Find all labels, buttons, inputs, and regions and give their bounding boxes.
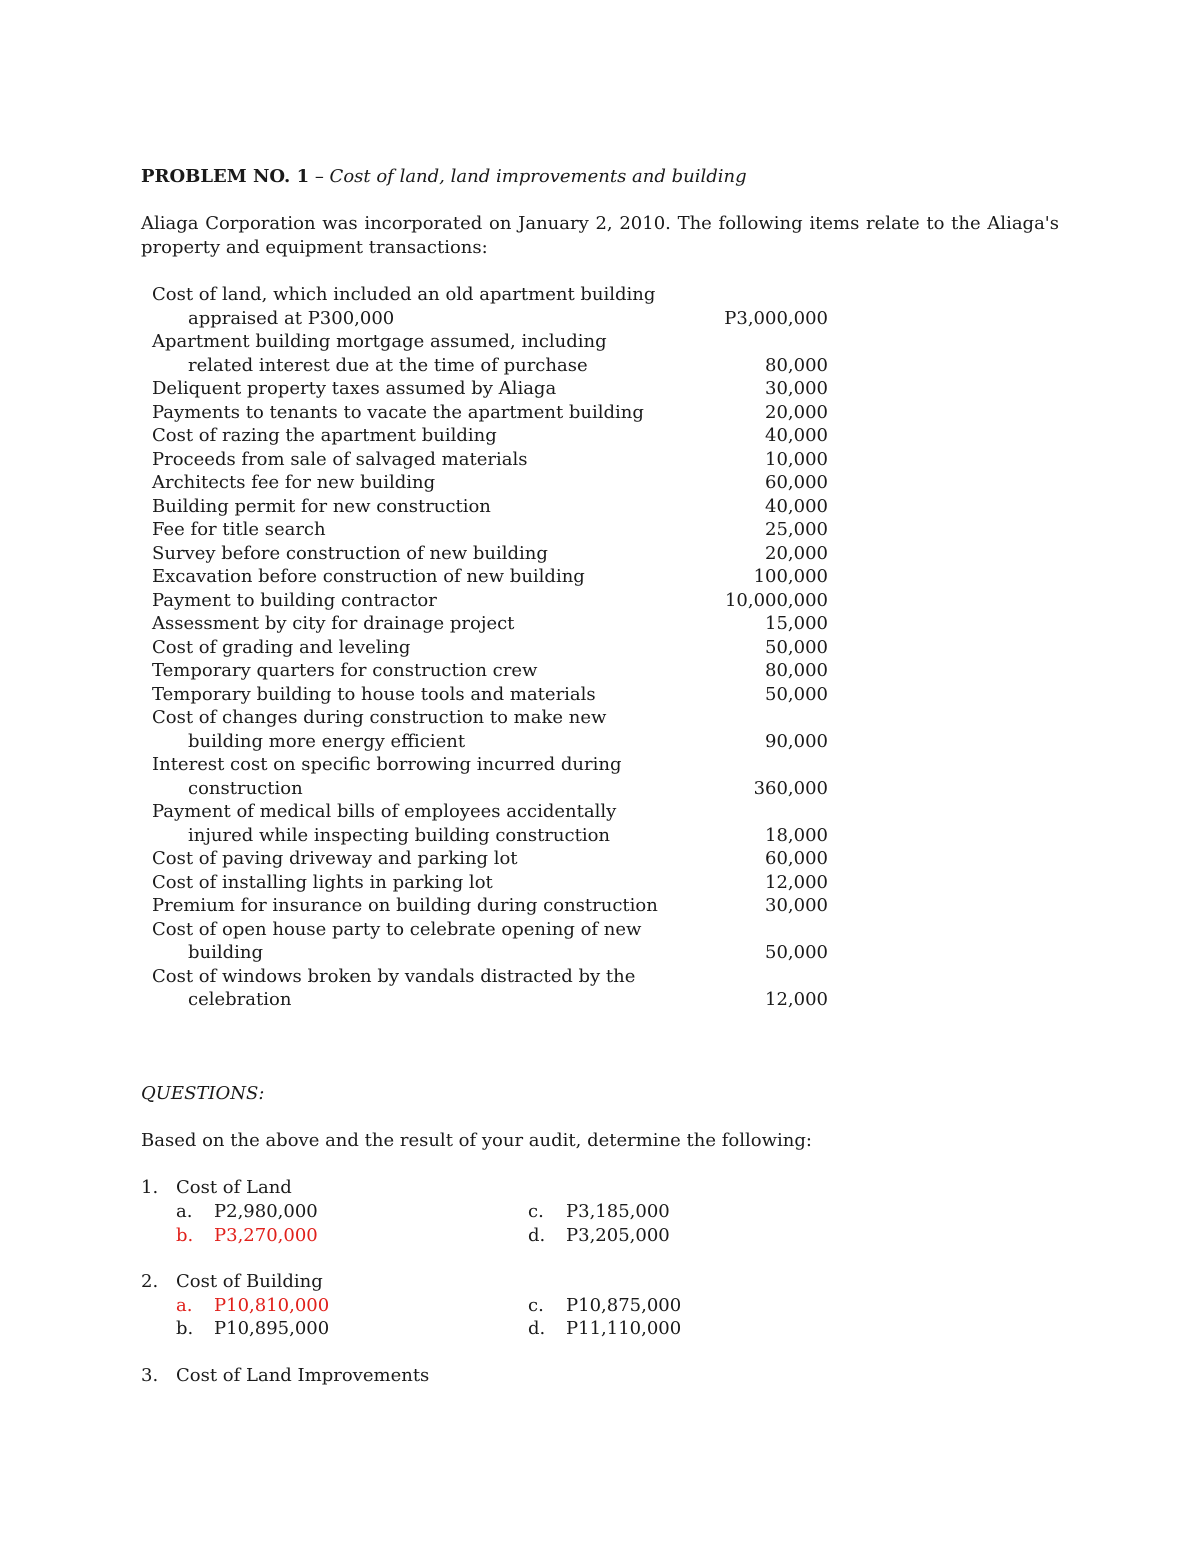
transaction-row (152, 871, 828, 895)
transaction-row-continued (152, 307, 828, 331)
option-d: d. P3,205,000 (528, 1225, 670, 1246)
transaction-row-continued (152, 941, 828, 965)
question-number: 3. (141, 1365, 159, 1386)
transaction-description: Cost of open house party to celebrate opening of new (152, 918, 642, 940)
transaction-row-continued (152, 988, 828, 1012)
transaction-amount: 30,000 (765, 378, 828, 399)
transaction-row-continued (152, 354, 828, 378)
transaction-amount: 90,000 (765, 730, 828, 752)
transaction-description-continued: construction (188, 777, 303, 799)
transaction-description: Excavation before construction of new building (152, 566, 585, 587)
transaction-row-continued (152, 730, 828, 754)
question-number: 2. (141, 1271, 159, 1292)
transaction-amount: 10,000 (765, 448, 828, 470)
transaction-row (152, 330, 828, 354)
transaction-amount: 10,000,000 (724, 589, 828, 611)
transaction-list (152, 283, 828, 1012)
transaction-row (152, 589, 828, 613)
transaction-description: Cost of windows broken by vandals distracted by the (152, 965, 636, 987)
transaction-description: Temporary building to house tools and materials (152, 683, 596, 705)
transaction-description-continued: related interest due at the time of purchase (188, 354, 588, 376)
transaction-description: Premium for insurance on building during construction (152, 895, 658, 916)
transaction-row (152, 471, 828, 495)
option-d: d. P11,110,000 (528, 1318, 682, 1339)
transaction-row (152, 283, 828, 307)
transaction-row (152, 377, 828, 401)
transaction-row (152, 894, 828, 918)
transaction-amount: 50,000 (765, 683, 828, 705)
transaction-row (152, 565, 828, 589)
transaction-amount: 40,000 (765, 425, 828, 446)
transaction-amount: 30,000 (765, 895, 828, 916)
transaction-description-continued: building (188, 942, 264, 963)
transaction-description: Interest cost on specific borrowing incurred during (152, 754, 622, 775)
transaction-amount: 60,000 (765, 848, 828, 869)
transaction-description-continued: injured while inspecting building construction (188, 824, 611, 846)
transaction-amount: 50,000 (765, 942, 828, 963)
transaction-row (152, 965, 828, 989)
transaction-amount: 20,000 (765, 401, 828, 423)
transaction-description: Building permit for new construction (152, 495, 491, 517)
transaction-description: Deliquent property taxes assumed by Aliaga (152, 378, 557, 399)
question-text: Cost of Land (176, 1177, 292, 1198)
transaction-amount: 50,000 (765, 636, 828, 658)
transaction-row (152, 847, 828, 871)
questions-heading: QUESTIONS: (141, 1083, 265, 1104)
transaction-description: Assessment by city for drainage project (152, 613, 515, 634)
transaction-row (152, 706, 828, 730)
option-c: c. P3,185,000 (528, 1201, 670, 1222)
option-b: b. P3,270,000 (176, 1225, 318, 1246)
transaction-description: Cost of land, which included an old apartment building (152, 284, 656, 305)
transaction-description: Cost of changes during construction to make new (152, 707, 607, 728)
transaction-description: Payment to building contractor (152, 589, 437, 611)
transaction-row (152, 659, 828, 683)
transaction-row (152, 753, 828, 777)
transaction-amount: 40,000 (765, 495, 828, 517)
transaction-amount: 20,000 (765, 542, 828, 564)
transaction-row (152, 518, 828, 542)
transaction-description: Proceeds from sale of salvaged materials (152, 448, 528, 470)
transaction-description: Cost of razing the apartment building (152, 425, 497, 446)
transaction-row (152, 448, 828, 472)
option-a: a. P10,810,000 (176, 1295, 330, 1316)
transaction-description: Apartment building mortgage assumed, including (152, 331, 607, 352)
problem-topic: Cost of land, land improvements and building (329, 166, 747, 187)
transaction-row (152, 683, 828, 707)
transaction-amount: 60,000 (765, 472, 828, 493)
transaction-description: Cost of installing lights in parking lot (152, 871, 493, 893)
transaction-description: Fee for title search (152, 519, 326, 540)
option-a: a. P2,980,000 (176, 1201, 318, 1222)
transaction-amount: 100,000 (753, 566, 828, 587)
transaction-amount: 12,000 (765, 989, 828, 1010)
problem-number: PROBLEM NO. 1 (141, 166, 310, 187)
transaction-row (152, 918, 828, 942)
transaction-row (152, 401, 828, 425)
questions-intro: Based on the above and the result of your audit, determine the following: (141, 1130, 812, 1151)
option-b: b. P10,895,000 (176, 1318, 330, 1339)
question-text: Cost of Building (176, 1271, 323, 1292)
question-2 (141, 1271, 841, 1351)
transaction-row (152, 636, 828, 660)
transaction-description-continued: celebration (188, 989, 292, 1010)
transaction-row-continued (152, 777, 828, 801)
transaction-amount: 80,000 (765, 660, 828, 681)
problem-intro: Aliaga Corporation was incorporated on January 2, 2010. The following items relate to the Aliaga's property and equipment transactions: (141, 213, 1059, 258)
transaction-description: Survey before construction of new building (152, 542, 548, 564)
transaction-row-continued (152, 824, 828, 848)
transaction-row (152, 542, 828, 566)
option-c: c. P10,875,000 (528, 1295, 682, 1316)
question-text: Cost of Land Improvements (176, 1365, 430, 1386)
problem-title (141, 166, 747, 187)
transaction-amount: 12,000 (765, 871, 828, 893)
transaction-description: Payments to tenants to vacate the apartment building (152, 401, 644, 423)
question-1 (141, 1177, 841, 1257)
transaction-row (152, 612, 828, 636)
transaction-amount: 360,000 (753, 777, 828, 799)
transaction-description-continued: appraised at P300,000 (188, 307, 395, 329)
question-number: 1. (141, 1177, 159, 1198)
transaction-description: Cost of grading and leveling (152, 636, 411, 658)
transaction-amount: P3,000,000 (724, 307, 828, 329)
title-dash: – (309, 166, 330, 187)
transaction-description: Cost of paving driveway and parking lot (152, 848, 518, 869)
transaction-row (152, 800, 828, 824)
transaction-amount: 15,000 (765, 613, 828, 634)
transaction-description: Payment of medical bills of employees accidentally (152, 801, 617, 822)
transaction-description: Temporary quarters for construction crew (152, 660, 538, 681)
transaction-row (152, 424, 828, 448)
transaction-row (152, 495, 828, 519)
transaction-amount: 18,000 (765, 824, 828, 846)
transaction-description-continued: building more energy efficient (188, 730, 466, 752)
transaction-amount: 80,000 (765, 354, 828, 376)
transaction-amount: 25,000 (765, 519, 828, 540)
question-3 (141, 1365, 841, 1395)
transaction-description: Architects fee for new building (152, 472, 436, 493)
